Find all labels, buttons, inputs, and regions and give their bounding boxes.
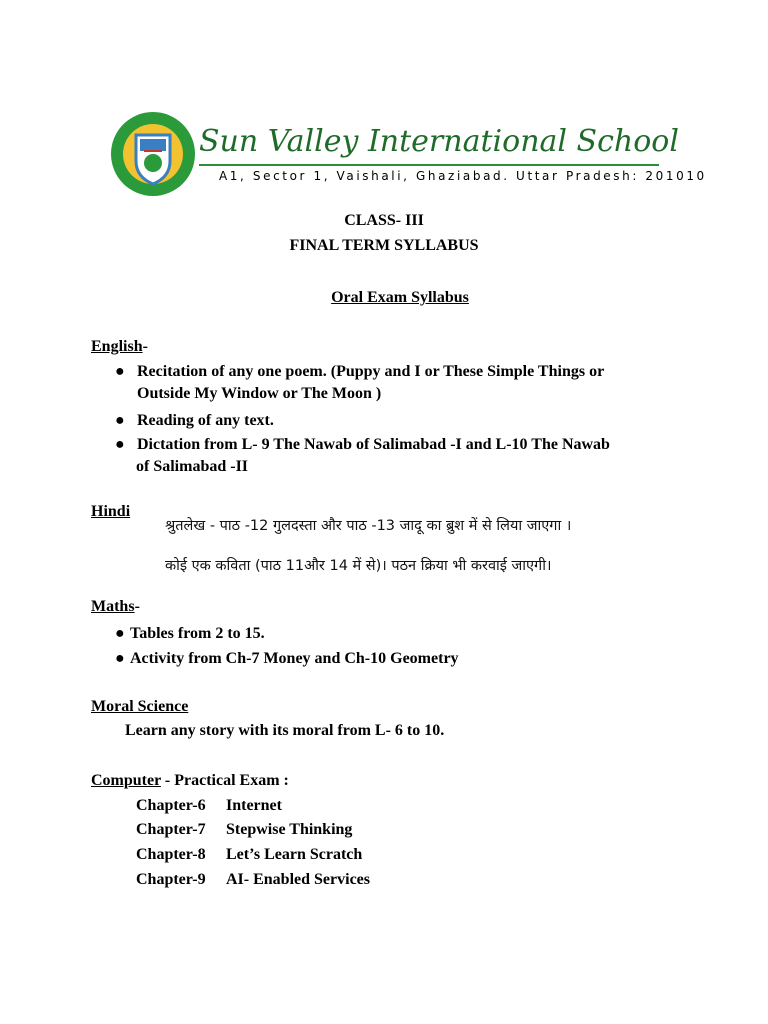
english-item-3-cont: of Salimabad -II [136, 458, 249, 475]
moral-science-heading [91, 698, 188, 716]
school-name: Sun Valley International School [199, 124, 679, 159]
hindi-heading-label: Hindi [91, 503, 131, 520]
school-logo [110, 111, 196, 197]
chapter-7-title: Stepwise Thinking [226, 821, 353, 838]
chapter-9-title: AI- Enabled Services [226, 871, 370, 888]
moral-science-heading-label: Moral Science [91, 698, 189, 715]
term-line: FINAL TERM SYLLABUS [289, 237, 479, 254]
chapter-8-title: Let’s Learn Scratch [226, 846, 363, 863]
header-rule [199, 164, 659, 166]
english-heading [91, 338, 148, 356]
bullet-icon: ● [115, 412, 125, 429]
class-line: CLASS- III [344, 212, 424, 229]
chapter-7-number: Chapter-7 [136, 821, 206, 838]
chapter-9-number: Chapter-9 [136, 871, 206, 888]
moral-science-line: Learn any story with its moral from L- 6 to 10. [125, 722, 445, 739]
english-item-1-text: Recitation of any one poem. (Puppy and I or These Simple Things or [137, 363, 605, 380]
hindi-line-1: श्रुतलेख - पाठ -12 गुलदस्ता और पाठ -13 जादू का ब्रुश में से लिया जाएगा । [165, 518, 572, 534]
hindi-line-2: कोई एक कविता (पाठ 11और 14 में से)। पठन क्रिया भी करवाई जाएगी। [165, 558, 552, 574]
english-item-2-text: Reading of any text. [137, 412, 274, 429]
computer-heading-suffix: - Practical Exam : [160, 772, 289, 789]
computer-heading-label: Computer [91, 772, 161, 789]
bullet-icon: ● [115, 363, 125, 380]
bullet-icon: ● [115, 436, 125, 453]
maths-item-2-text: Activity from Ch-7 Money and Ch-10 Geometry [130, 650, 459, 667]
bullet-icon: ● [115, 650, 125, 667]
hindi-heading [91, 503, 130, 521]
english-item-3-text: Dictation from L- 9 The Nawab of Salimabad -I and L-10 The Nawab [137, 436, 610, 453]
maths-heading [91, 598, 140, 616]
english-heading-label: English [91, 338, 143, 355]
maths-item-1-text: Tables from 2 to 15. [130, 625, 265, 642]
maths-heading-label: Maths [91, 598, 135, 615]
school-address: A1, Sector 1, Vaishali, Ghaziabad. Uttar Pradesh: 201010 [219, 169, 707, 183]
english-heading-suffix: - [142, 338, 148, 355]
english-item-1-cont: Outside My Window or The Moon ) [137, 385, 382, 402]
maths-heading-suffix: - [134, 598, 140, 615]
computer-heading [91, 772, 289, 790]
chapter-6-title: Internet [226, 797, 282, 814]
chapter-8-number: Chapter-8 [136, 846, 206, 863]
chapter-6-number: Chapter-6 [136, 797, 206, 814]
bullet-icon: ● [115, 625, 125, 642]
oral-exam-title: Oral Exam Syllabus [331, 289, 469, 306]
